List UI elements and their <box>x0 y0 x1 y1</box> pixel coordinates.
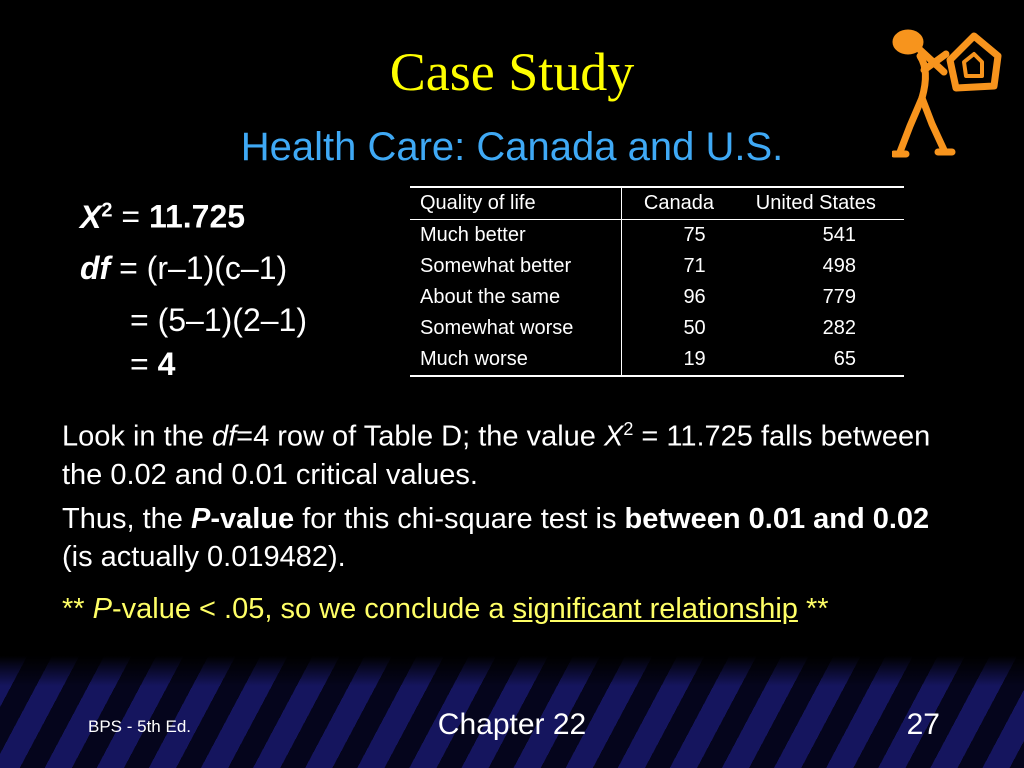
header-quality: Quality of life <box>410 187 622 220</box>
df-label: df <box>80 250 111 286</box>
slide-title: Case Study <box>389 42 635 102</box>
row-label: Somewhat worse <box>410 313 622 344</box>
chi-superscript: 2 <box>623 419 634 439</box>
text-run: Thus, the <box>62 503 191 535</box>
canada-count: 75 <box>683 224 706 246</box>
df-formula <box>80 248 287 288</box>
table-row <box>410 344 904 376</box>
df-value: 4 <box>157 346 176 382</box>
chi-symbol: X <box>80 198 102 235</box>
canada-count: 50 <box>683 317 706 339</box>
slide-subtitle: Health Care: Canada and U.S. <box>240 125 784 169</box>
canada-count: 19 <box>622 344 726 376</box>
p-value-bold: -value <box>210 503 295 535</box>
text-run: =4 row of Table D; the value <box>236 420 604 453</box>
equals-sign: = <box>119 250 138 286</box>
header-united-states: United States <box>726 187 904 220</box>
row-label: Much better <box>410 220 622 252</box>
chi-superscript: 2 <box>101 199 113 221</box>
significant-relationship-underlined: significant relationship <box>512 593 798 625</box>
table-header-row <box>410 187 904 220</box>
equals-sign: = <box>130 346 149 382</box>
footer-chapter: Chapter 22 <box>437 708 587 741</box>
text-run: -value < .05, so we conclude a <box>111 593 513 625</box>
df-italic: df <box>211 420 237 453</box>
chi-italic: X <box>603 420 624 453</box>
equals-sign: = <box>121 198 141 235</box>
header-canada: Canada <box>622 187 726 220</box>
row-label: About the same <box>410 282 622 313</box>
p-italic: P <box>92 593 112 625</box>
text-run: (is actually 0.019482). <box>62 541 346 573</box>
row-label: Somewhat better <box>410 251 622 282</box>
page-number: 27 <box>906 708 940 741</box>
df-formula-substituted <box>130 300 307 340</box>
df-expression-values: (5–1)(2–1) <box>157 302 307 338</box>
us-count: 65 <box>726 344 904 376</box>
health-care-table <box>410 186 904 377</box>
paragraph-p-value <box>62 500 962 576</box>
chi-square-formula <box>80 190 245 237</box>
text-run: ** <box>797 593 829 625</box>
table-row <box>410 282 904 313</box>
text-run: ** <box>62 593 93 625</box>
paragraph-conclusion <box>62 590 962 628</box>
table-row <box>410 313 904 344</box>
us-count: 498 <box>822 255 856 277</box>
table-row <box>410 220 904 252</box>
equals-sign: = <box>130 302 149 338</box>
us-count: 541 <box>822 224 856 246</box>
text-run: Look in the <box>62 420 212 453</box>
df-result <box>130 344 175 384</box>
us-count: 282 <box>822 317 856 339</box>
canada-count: 71 <box>683 255 706 277</box>
canada-count: 96 <box>683 286 706 308</box>
text-run: for this chi-square test is <box>294 503 625 535</box>
paragraph-table-d <box>62 410 962 494</box>
range-bold: between 0.01 and 0.02 <box>624 503 930 535</box>
table-row <box>410 251 904 282</box>
person-holding-house-icon <box>892 26 1016 162</box>
df-expression-general: (r–1)(c–1) <box>146 250 288 286</box>
row-label: Much worse <box>410 344 622 376</box>
p-italic: P <box>190 503 211 535</box>
chi-value: 11.725 <box>148 198 246 235</box>
footer-edition: BPS - 5th Ed. <box>88 717 191 736</box>
us-count: 779 <box>822 286 856 308</box>
text-run: = 11.725 falls between the 0.02 and 0.01 critical values. <box>62 420 931 491</box>
